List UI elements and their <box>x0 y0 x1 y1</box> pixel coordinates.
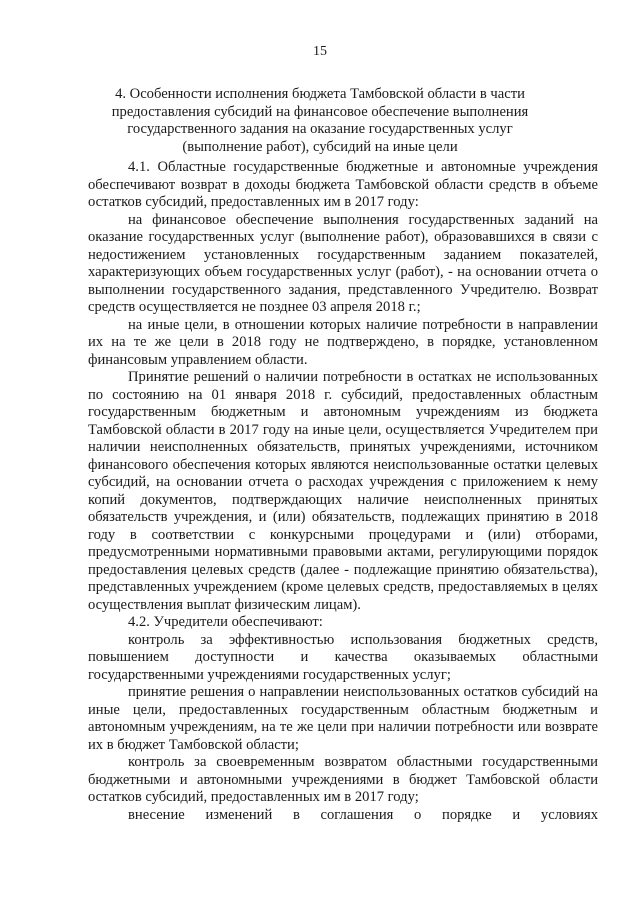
paragraph-4-1: 4.1. Областные государственные бюджетные и автономные учреждения обеспечивают возврат в доходы бюджета Тамбовской области средств в объеме остатков субсидий, предоставленных им в 2017 году: <box>88 159 598 210</box>
paragraph-state-assignment: на финансовое обеспечение выполнения государственных заданий на оказание государственных услуг (выполнение работ), образовавшихся в связи с недостижением установленных государственным заданием показателей, характеризующих объем государственных услуг (работ), - на основании отчета о выполнении государственного задания, представленного Учредителю. Возврат средств осуществляется не позднее 03 апреля 2018 г.; <box>88 211 598 315</box>
section-title-line: 4. Особенности исполнения бюджета Тамбовской области в части <box>115 86 525 102</box>
paragraph-control-efficiency: контроль за эффективностью использования бюджетных средств, повышением доступности и качества оказываемых областными государственными учреждениями государственных услуг; <box>88 631 598 683</box>
paragraph-control-return: контроль за своевременным возвратом областными государственными бюджетными и автономными учреждениями в бюджет Тамбовской области остатков субсидий, предоставленных им в 2017 году; <box>88 754 598 805</box>
section-title-line: государственного задания на оказание государственных услуг <box>127 121 513 137</box>
document-body <box>88 159 598 824</box>
paragraph-4-2: 4.2. Учредители обеспечивают: <box>128 614 323 630</box>
section-title-line: (выполнение работ), субсидий на иные цели <box>182 138 458 155</box>
page-number: 15 <box>313 44 327 59</box>
paragraph-decision-on-need: Принятие решений о наличии потребности в остатках не использованных по состоянию на 01 января 2018 г. субсидий, предоставленных областным государственным бюджетным и автономным учреждениям из бюджета Тамбовской области в 2017 году на иные цели, осуществляется Учредителем при наличии неисполненных обязательств, принятых учреждениями, источником финансового обеспечения которых являются неиспользованные остатки целевых субсидий, на основании отчета о расходах учреждения с приложением к нему копий документов, подтверждающих наличие неисполненных принятых обязательств учреждения, и (или) обязательств, подлежащих принятию в 2018 году в соответствии с конкурсными процедурами и (или) отборами, предусмотренными нормативными правовыми актами, регулирующими порядок предоставления целевых средств (далее - подлежащие принятию обязательства), представленных учреждением (кроме целевых средств, предоставляемых в целях осуществления выплат физическим лицам). <box>88 369 598 613</box>
paragraph-decision-remaining: принятие решения о направлении неиспользованных остатков субсидий на иные цели, предоставленных государственным областным бюджетным и автономным учреждениям, на те же цели при наличии потребности или возврате их в бюджет Тамбовской области; <box>88 684 598 753</box>
section-title-line: предоставления субсидий на финансовое обеспечение выполнения <box>111 103 529 120</box>
section-title <box>100 86 540 156</box>
paragraph-other-purposes: на иные цели, в отношении которых наличие потребности в направлении их на те же цели в 2018 году не подтверждено, в порядке, установленном финансовым управлением области. <box>88 316 598 368</box>
paragraph-amendments: внесение изменений в соглашения о порядке и условиях <box>128 806 598 823</box>
